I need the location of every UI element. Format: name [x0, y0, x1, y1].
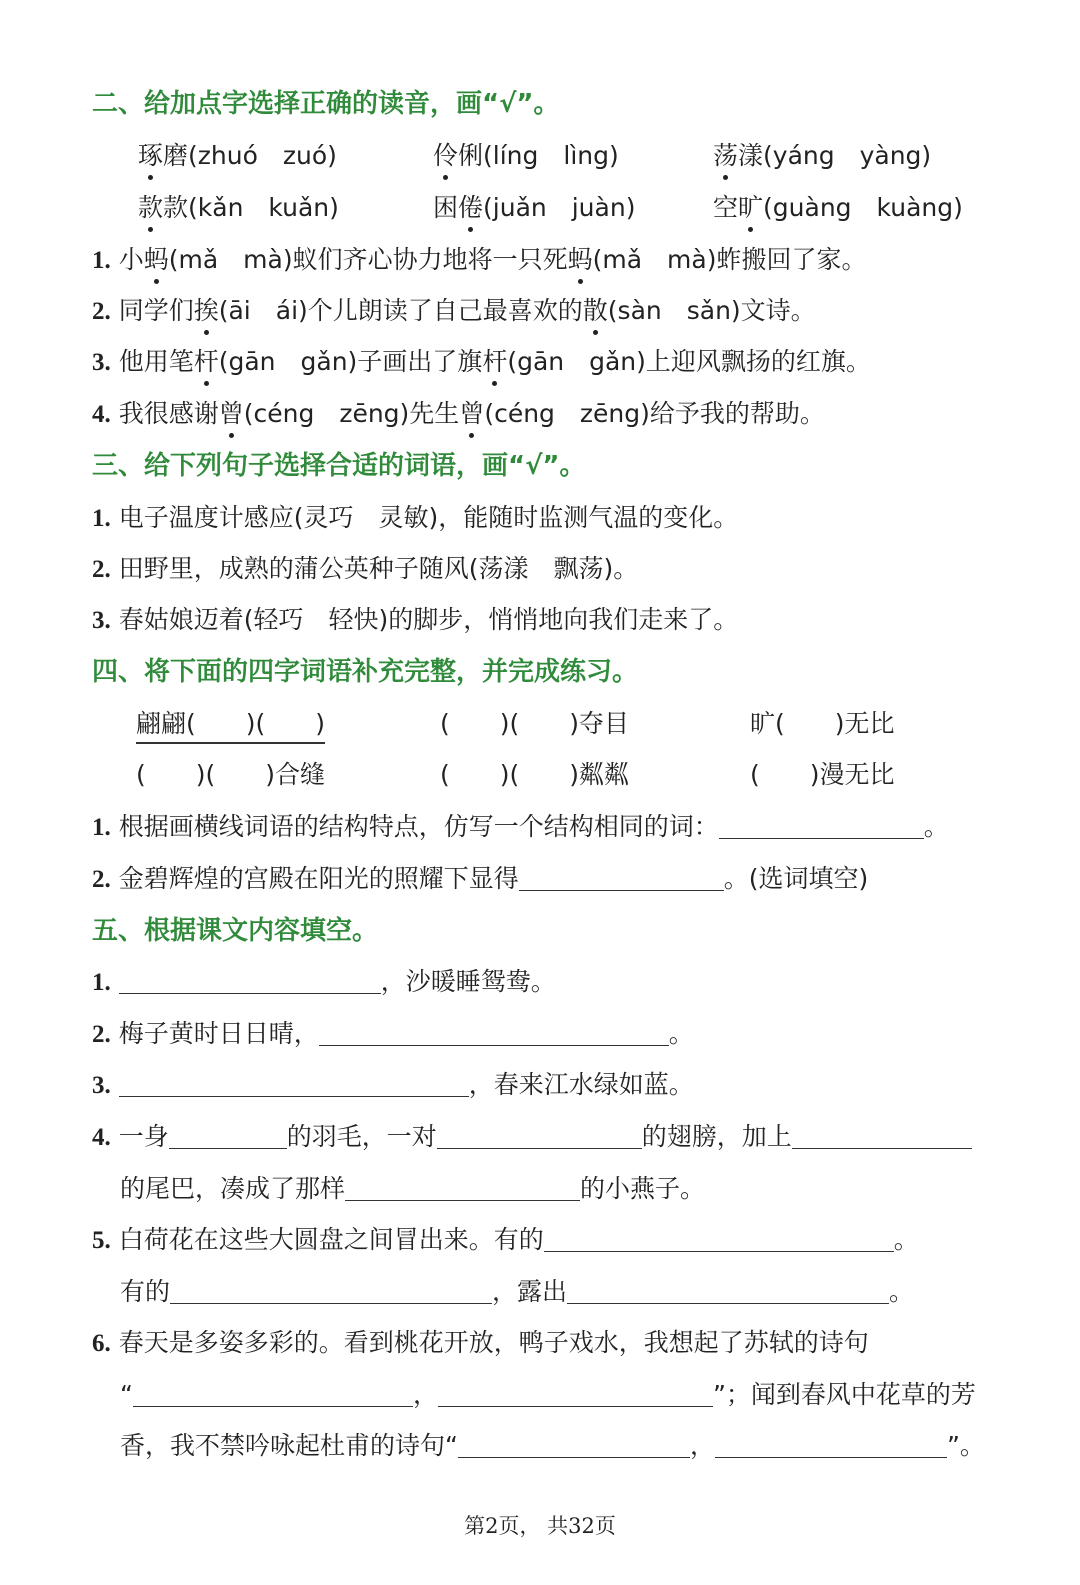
question-cont — [120, 1377, 976, 1413]
text-segment: 。(选词填空) — [723, 864, 869, 893]
section-5-title: 五、根据课文内容填空。 — [92, 916, 379, 946]
text-segment: 磨(zhuó zuó) — [163, 141, 337, 170]
question — [92, 809, 949, 845]
dotted-char: 杆 — [194, 344, 219, 380]
text-segment: 俐(líng lìng) — [458, 141, 619, 170]
answer-blank[interactable] — [437, 1122, 642, 1149]
text-segment: 2. — [92, 298, 111, 325]
answer-blank[interactable] — [319, 1019, 669, 1046]
text-segment: 有的 — [120, 1277, 171, 1306]
answer-blank[interactable] — [792, 1122, 972, 1149]
dotted-char: 曾 — [219, 396, 244, 432]
text-segment: 翩翩( )( ) — [136, 709, 325, 744]
answer-blank[interactable] — [544, 1225, 894, 1252]
text-segment: 电子温度计感应(灵巧 灵敏)，能随时监测气温的变化。 — [118, 503, 739, 532]
text-segment: 1. — [92, 505, 111, 532]
text-segment: ”；闻到春风中花草的芳 — [712, 1380, 976, 1409]
idiom-item: ( )漫无比 — [750, 760, 895, 789]
text-segment: 1. — [92, 969, 111, 996]
text-segment: 春姑娘迈着(轻巧 轻快)的脚步，悄悄地向我们走来了。 — [118, 605, 739, 634]
text-segment: 的翅膀，加上 — [641, 1122, 792, 1151]
text-segment: (céng zēng)先生 — [243, 399, 460, 428]
section-4-title: 四、将下面的四字词语补充完整，并完成练习。 — [92, 657, 639, 687]
question — [92, 861, 868, 897]
text-segment: ，露出 — [492, 1277, 568, 1306]
text-segment: (mǎ mà)蚁们齐心协力地将一只死 — [168, 245, 568, 274]
question — [92, 1119, 972, 1155]
question — [92, 242, 866, 278]
question — [92, 293, 816, 329]
text-segment: 2. — [92, 866, 111, 893]
pinyin-item — [713, 190, 963, 226]
dotted-char: 荡 — [713, 138, 738, 174]
text-segment: 2. — [92, 556, 111, 583]
question-cont — [120, 1274, 914, 1310]
question — [92, 602, 738, 638]
dotted-char: 散 — [583, 293, 608, 329]
text-segment: 。 — [893, 1225, 919, 1254]
text-segment: 1. — [92, 814, 111, 841]
dotted-char: 倦 — [458, 190, 483, 226]
question — [92, 1067, 694, 1103]
question — [92, 344, 871, 380]
text-segment: 4. — [92, 401, 111, 428]
question — [92, 500, 738, 536]
answer-blank[interactable] — [169, 1122, 287, 1149]
text-segment: 4. — [92, 1124, 111, 1151]
pinyin-item — [138, 138, 337, 174]
text-segment: 的小燕子。 — [580, 1174, 706, 1203]
text-segment: (mǎ mà)蚱搬回了家。 — [592, 245, 867, 274]
text-segment: 。 — [668, 1019, 694, 1048]
text-segment: 金碧辉煌的宫殿在阳光的照耀下显得 — [118, 864, 519, 893]
question-cont — [120, 1428, 985, 1464]
text-segment: 田野里，成熟的蒲公英种子随风(荡漾 飘荡)。 — [118, 554, 639, 583]
dotted-char: 伶 — [433, 138, 458, 174]
text-segment: 的尾巴，凑成了那样 — [120, 1174, 346, 1203]
text-segment: 。 — [889, 1277, 915, 1306]
text-segment: (guàng kuàng) — [763, 193, 963, 222]
text-segment: 3. — [92, 607, 111, 634]
dotted-char: 款 — [138, 190, 163, 226]
text-segment: ，春来江水绿如蓝。 — [468, 1070, 694, 1099]
text-segment: 困 — [433, 193, 459, 222]
text-segment: 。 — [923, 812, 949, 841]
question — [92, 551, 638, 587]
text-segment: (āi ái)个儿朗读了自己最喜欢的 — [218, 296, 583, 325]
dotted-char: 蚂 — [144, 242, 169, 278]
idiom-item: 旷( )无比 — [750, 709, 895, 738]
text-segment: 6. — [92, 1330, 111, 1357]
question — [92, 1222, 919, 1258]
text-segment: (juǎn juàn) — [483, 193, 636, 222]
page-number: 第2页， 共32页 — [464, 1514, 616, 1538]
text-segment: 2. — [92, 1021, 111, 1048]
answer-blank[interactable] — [119, 1070, 469, 1097]
text-segment: (sàn sǎn)文诗。 — [607, 296, 816, 325]
pinyin-item — [433, 190, 635, 226]
text-segment: 3. — [92, 349, 111, 376]
text-segment: (gān gǎn)上迎风飘扬的红旗。 — [507, 347, 871, 376]
dotted-char: 琢 — [138, 138, 163, 174]
answer-blank[interactable] — [345, 1174, 580, 1201]
text-segment: 春天是多姿多彩的。看到桃花开放，鸭子戏水，我想起了苏轼的诗句 — [118, 1328, 869, 1357]
text-segment: 小 — [118, 245, 144, 274]
answer-blank[interactable] — [133, 1380, 413, 1407]
idiom-item: ( )( )夺目 — [440, 709, 630, 738]
text-segment: 同学们 — [118, 296, 194, 325]
dotted-char: 曾 — [459, 396, 484, 432]
answer-blank[interactable] — [719, 812, 924, 839]
dotted-char: 蚂 — [568, 242, 593, 278]
text-segment: 梅子黄时日日晴， — [118, 1019, 319, 1048]
text-segment: ”。 — [946, 1431, 985, 1460]
idiom-item — [136, 706, 325, 742]
section-2-title: 二、给加点字选择正确的读音，画“√”。 — [92, 89, 560, 119]
idiom-item: ( )( )合缝 — [136, 760, 326, 789]
answer-blank[interactable] — [170, 1277, 492, 1304]
pinyin-item — [138, 190, 339, 226]
text-segment: 一身 — [118, 1122, 169, 1151]
text-segment: “ — [120, 1380, 133, 1409]
answer-blank[interactable] — [458, 1431, 690, 1458]
dotted-char: 挨 — [194, 293, 219, 329]
answer-blank[interactable] — [715, 1431, 947, 1458]
text-segment: 的羽毛，一对 — [286, 1122, 437, 1151]
question — [92, 1016, 694, 1052]
answer-blank[interactable] — [567, 1277, 889, 1304]
text-segment: (gān gǎn)子画出了旗 — [218, 347, 483, 376]
text-segment: 5. — [92, 1227, 111, 1254]
text-segment: 我很感谢 — [118, 399, 219, 428]
question — [92, 1325, 869, 1361]
text-segment: 白荷花在这些大圆盘之间冒出来。有的 — [118, 1225, 544, 1254]
pinyin-item — [433, 138, 619, 174]
answer-blank[interactable] — [119, 967, 381, 994]
answer-blank[interactable] — [519, 864, 724, 891]
text-segment: ，沙暖睡鸳鸯。 — [380, 967, 556, 996]
text-segment: ， — [689, 1431, 715, 1460]
text-segment: ， — [412, 1380, 438, 1409]
section-3-title: 三、给下列句子选择合适的词语，画“√”。 — [92, 451, 586, 481]
text-segment: 1. — [92, 247, 111, 274]
question — [92, 964, 556, 1000]
text-segment: 香，我不禁吟咏起杜甫的诗句“ — [120, 1431, 458, 1460]
text-segment: 他用笔 — [118, 347, 194, 376]
answer-blank[interactable] — [438, 1380, 713, 1407]
text-segment: 3. — [92, 1072, 111, 1099]
text-segment: 漾(yáng yàng) — [738, 141, 932, 170]
question — [92, 396, 825, 432]
text-segment: (céng zēng)给予我的帮助。 — [484, 399, 825, 428]
dotted-char: 杆 — [482, 344, 507, 380]
text-segment: 根据画横线词语的结构特点，仿写一个结构相同的词： — [118, 812, 719, 841]
pinyin-item — [713, 138, 931, 174]
dotted-char: 旷 — [738, 190, 763, 226]
question-cont — [120, 1171, 705, 1207]
text-segment: 空 — [713, 193, 739, 222]
idiom-item: ( )( )粼粼 — [440, 760, 630, 789]
text-segment: 款(kǎn kuǎn) — [163, 193, 339, 222]
